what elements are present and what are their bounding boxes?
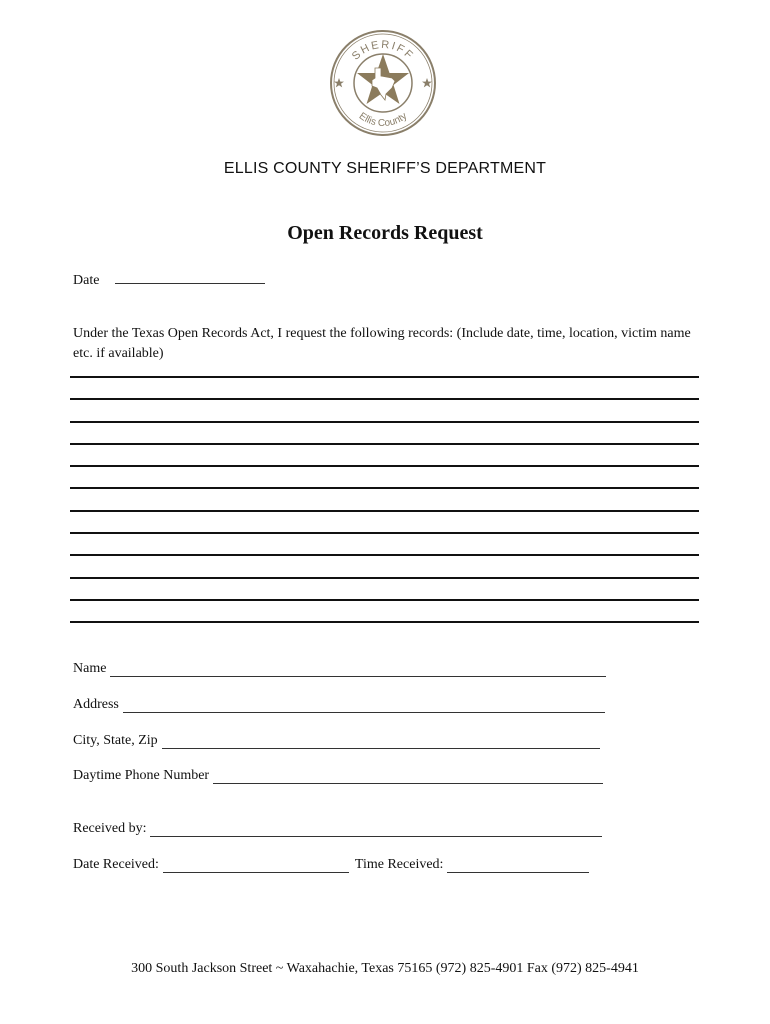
- request-line[interactable]: [70, 510, 699, 532]
- request-line[interactable]: [70, 376, 699, 398]
- city-state-zip-field: [73, 733, 600, 749]
- received-by-blank-line[interactable]: [150, 822, 602, 837]
- badge-left-small-star: [334, 78, 344, 87]
- address-field: [73, 697, 605, 713]
- footer-address: 300 South Jackson Street ~ Waxahachie, Texas 75165 (972) 825-4901 Fax (972) 825-4941: [131, 961, 639, 976]
- date-received-label: Date Received:: [73, 857, 159, 872]
- request-line[interactable]: [70, 599, 699, 621]
- phone-blank-line[interactable]: [213, 769, 603, 784]
- form-title: Open Records Request: [287, 222, 483, 244]
- badge-top-text: SHERIFF: [349, 38, 417, 63]
- time-received-label: Time Received:: [354, 857, 444, 872]
- request-line[interactable]: [70, 421, 699, 443]
- date-received-blank-line[interactable]: [163, 858, 349, 873]
- date-field: [73, 271, 265, 289]
- sheriff-badge-logo: [328, 28, 438, 138]
- request-instructions: Under the Texas Open Records Act, I request the following records: (Include date, time, location, victim name etc. if available): [73, 326, 691, 361]
- request-line[interactable]: [70, 443, 699, 465]
- phone-label: Daytime Phone Number: [73, 768, 210, 783]
- request-line[interactable]: [70, 554, 699, 576]
- badge-right-small-star: [422, 78, 432, 87]
- name-field: [73, 661, 606, 677]
- address-blank-line[interactable]: [123, 698, 605, 713]
- received-by-label: Received by:: [73, 821, 147, 836]
- name-label: Name: [73, 661, 107, 676]
- city-state-zip-blank-line[interactable]: [162, 734, 600, 749]
- request-line[interactable]: [70, 465, 699, 487]
- date-time-received-field: [73, 857, 589, 873]
- request-line[interactable]: [70, 621, 699, 643]
- request-line[interactable]: [70, 577, 699, 599]
- request-lines[interactable]: [70, 376, 699, 644]
- badge-bottom-text: Ellis County: [356, 110, 410, 130]
- request-line[interactable]: [70, 532, 699, 554]
- address-label: Address: [73, 697, 119, 712]
- received-by-field: [73, 821, 602, 837]
- name-blank-line[interactable]: [110, 662, 606, 677]
- department-heading: ELLIS COUNTY SHERIFF’S DEPARTMENT: [223, 160, 547, 177]
- city-state-zip-label: City, State, Zip: [73, 733, 158, 748]
- date-blank-line[interactable]: [115, 271, 265, 284]
- phone-field: [73, 768, 603, 784]
- request-line[interactable]: [70, 398, 699, 420]
- request-line[interactable]: [70, 487, 699, 509]
- date-label: Date: [73, 273, 100, 288]
- time-received-blank-line[interactable]: [447, 858, 589, 873]
